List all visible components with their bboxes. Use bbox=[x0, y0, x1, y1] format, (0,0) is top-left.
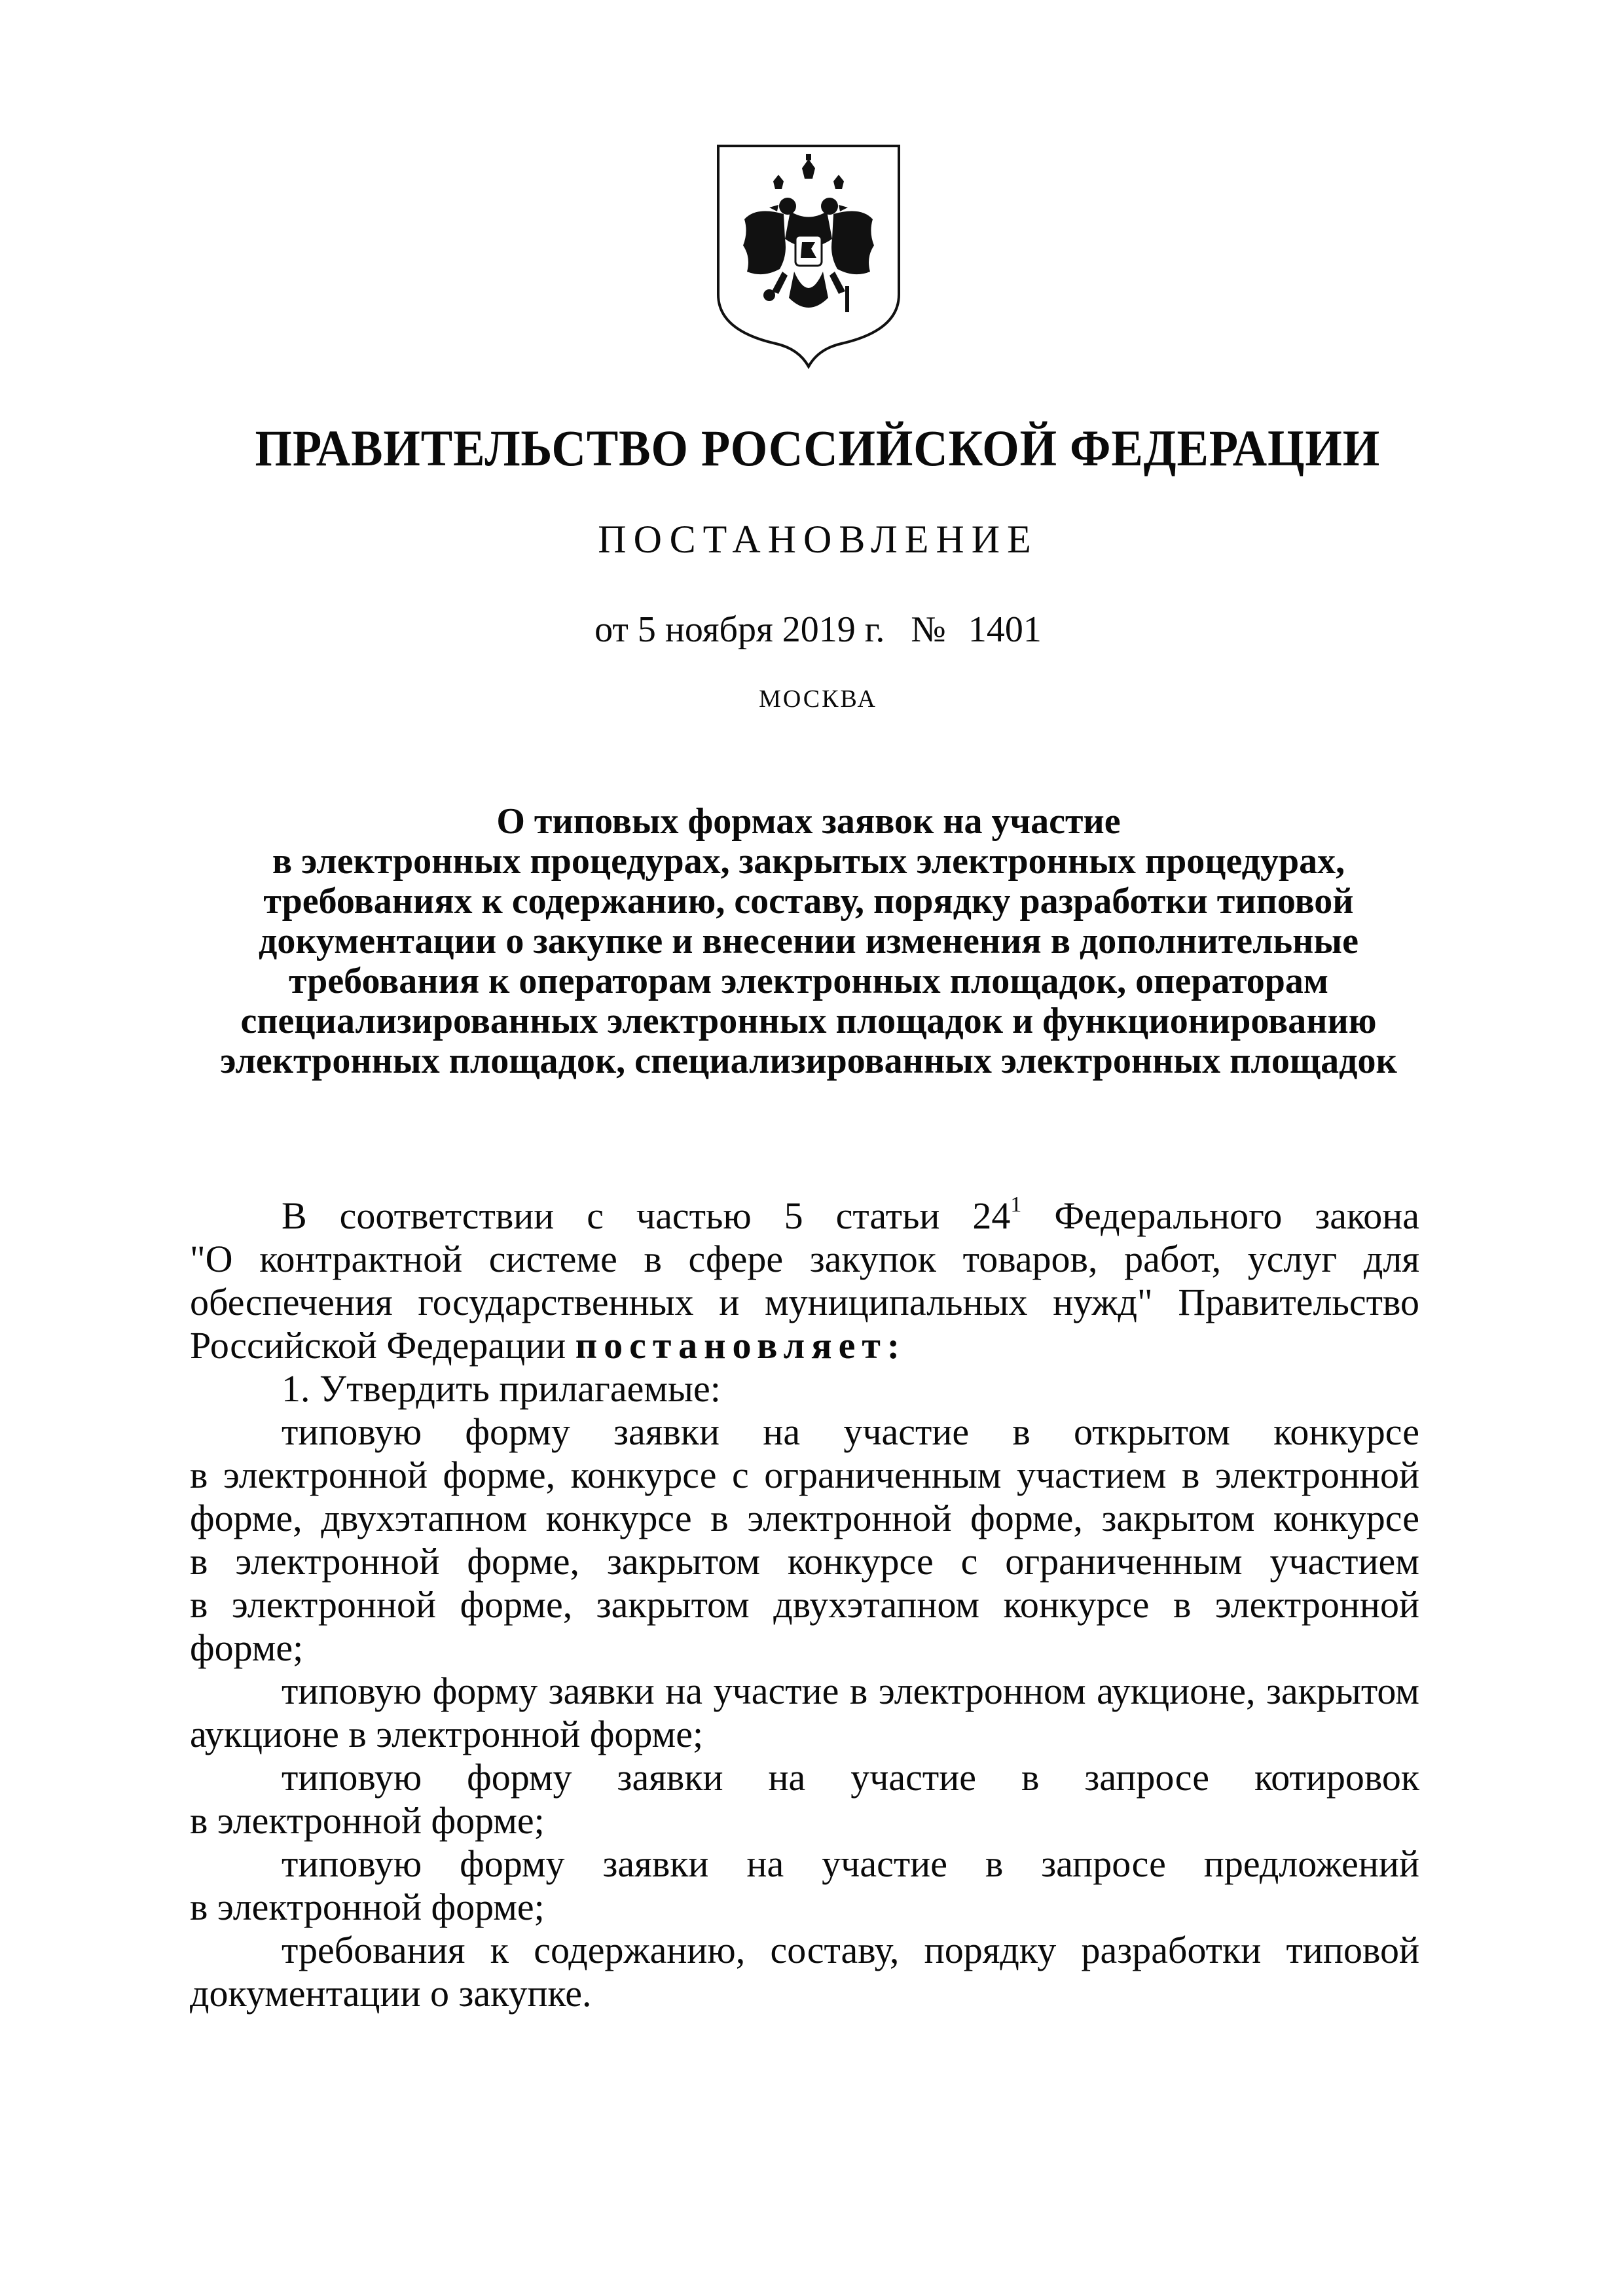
form-line: в электронной форме, закрытом двухэтапном конкурсе в электронной bbox=[190, 1583, 1419, 1626]
body-line bbox=[190, 1194, 1419, 1238]
document-date-line bbox=[0, 609, 1623, 651]
form-line: в электронной форме, конкурсе с ограниченным участием в электронной bbox=[190, 1454, 1419, 1496]
government-title: ПРАВИТЕЛЬСТВО РОССИЙСКОЙ ФЕДЕРАЦИИ bbox=[255, 420, 1381, 476]
subject-line: специализированных электронных площадок и функционированию bbox=[240, 1001, 1377, 1041]
form-line: типовую форму заявки на участие в электронном аукционе, закрытом bbox=[282, 1670, 1419, 1712]
document-date: от 5 ноября 2019 г. bbox=[594, 609, 885, 650]
superscript: 1 bbox=[1010, 1193, 1022, 1217]
form-line: форме, двухэтапном конкурсе в электронной форме, закрытом конкурсе bbox=[190, 1497, 1419, 1539]
subject-line: О типовых формах заявок на участие bbox=[496, 801, 1121, 842]
body-line: "О контрактной системе в сфере закупок товаров, работ, услуг для bbox=[190, 1238, 1419, 1280]
subject-line: требованиях к содержанию, составу, порядку разработки типовой bbox=[263, 881, 1354, 922]
subject-line: электронных площадок, специализированных электронных площадок bbox=[220, 1041, 1397, 1081]
form-line: типовую форму заявки на участие в запросе котировок bbox=[282, 1756, 1419, 1799]
list-item: 1. Утвердить прилагаемые: bbox=[282, 1367, 721, 1410]
form-line: требования к содержанию, составу, порядку разработки типовой bbox=[282, 1929, 1419, 1971]
number-label: № bbox=[911, 609, 946, 650]
body-text: Федерального закона bbox=[1054, 1194, 1420, 1237]
document-number: 1401 bbox=[968, 609, 1042, 650]
form-line: в электронной форме, закрытом конкурсе с ограниченным участием bbox=[190, 1540, 1419, 1583]
body-line: обеспечения государственных и муниципальных нужд" Правительство bbox=[190, 1281, 1419, 1323]
subject-line: требования к операторам электронных площадок, операторам bbox=[288, 961, 1328, 1001]
form-line: документации о закупке. bbox=[190, 1972, 592, 2015]
document-city: МОСКВА bbox=[759, 685, 877, 713]
coat-of-arms-icon bbox=[710, 141, 907, 376]
body-text: В соответствии с частью 5 статьи 24 bbox=[282, 1194, 1011, 1237]
form-line: в электронной форме; bbox=[190, 1799, 545, 1842]
document-type: ПОСТАНОВЛЕНИЕ bbox=[598, 518, 1038, 561]
operative-word: постановляет: bbox=[575, 1324, 907, 1367]
body-line bbox=[190, 1324, 1419, 1367]
document-subject bbox=[164, 802, 1453, 1081]
form-line: аукционе в электронной форме; bbox=[190, 1713, 704, 1755]
form-line: в электронной форме; bbox=[190, 1886, 545, 1928]
subject-line: в электронных процедурах, закрытых электронных процедурах, bbox=[272, 841, 1345, 882]
subject-line: документации о закупке и внесении изменения в дополнительные bbox=[259, 921, 1359, 961]
document-body bbox=[190, 1194, 1419, 2015]
form-line: типовую форму заявки на участие в открытом конкурсе bbox=[282, 1410, 1419, 1453]
form-line: форме; bbox=[190, 1626, 304, 1669]
body-text: Российской Федерации bbox=[190, 1324, 566, 1367]
form-line: типовую форму заявки на участие в запросе предложений bbox=[282, 1842, 1419, 1885]
